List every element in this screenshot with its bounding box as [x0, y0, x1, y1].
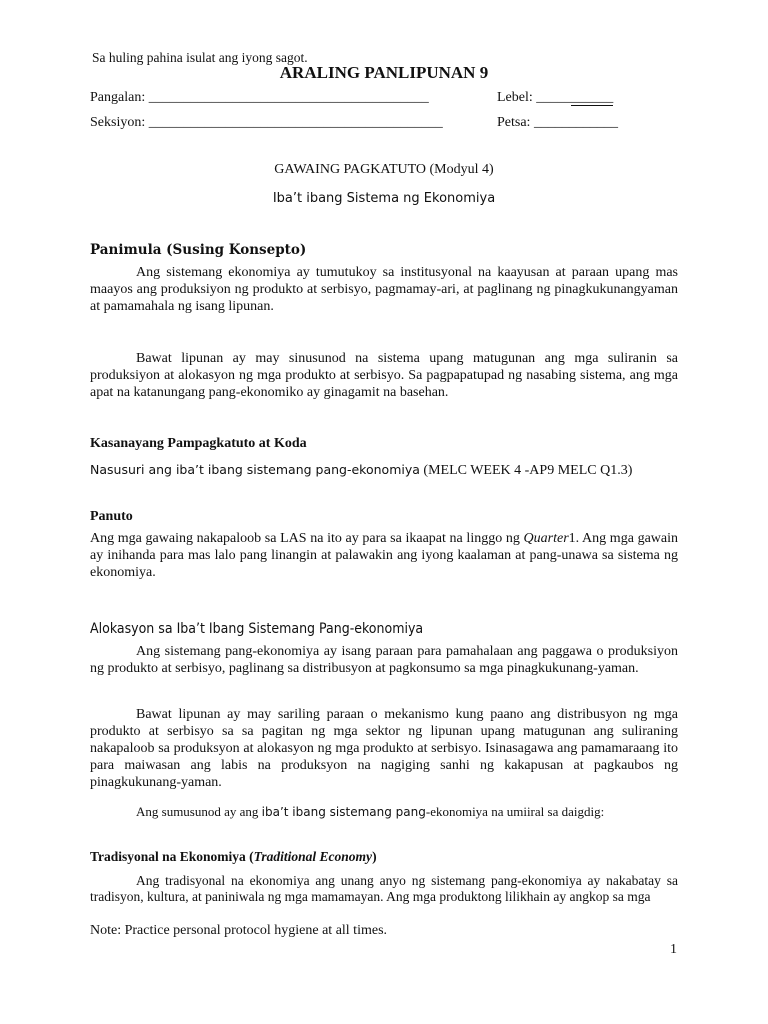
- directions-heading: Panuto: [90, 509, 133, 524]
- directions-paragraph: Ang mga gawaing nakapaloob sa LAS na ito ay para sa ikaapat na linggo ng Quarter1. Ang mga gawain ay inihanda para mas lalo pang linangin at palawakin ang iyong kaalaman at pang-unawa sa sistema ng ekonomiya.: [90, 531, 678, 580]
- section-field: Seksiyon: __________________________________________: [90, 115, 443, 130]
- page-number: 1: [670, 942, 677, 957]
- allocation-paragraph-3: Ang sumusunod ay ang iba’t ibang sistemang pang-ekonomiya na umiiral sa daigdig:: [136, 804, 605, 819]
- intro-paragraph-1: Ang sistemang ekonomiya ay tumutukoy sa institusyonal na kaayusan at paraan upang mas maayos ang produksiyon ng produkto at serbisyo, pagmamay-ari, at paglinang ng pinagkukunangyaman at pamamahala ng isang lipunan.: [90, 265, 678, 314]
- activity-label: GAWAING PAGKATUTO (Modyul 4): [274, 162, 494, 177]
- activity-subtitle: Iba’t ibang Sistema ng Ekonomiya: [272, 191, 496, 206]
- competency-text: Nasusuri ang iba’t ibang sistemang pang-ekonomiya (MELC WEEK 4 -AP9 MELC Q1.3): [90, 462, 633, 478]
- allocation-paragraph-2: Bawat lipunan ay may sariling paraan o mekanismo kung paano ang distribusyon ng mga produkto at serbisyo sa sa pagitan ng mga sektor ng lipunan upang matugunan ang suliraning nakapaloob sa produksyon at alokasyon ng mga produkto at serbisyo. Isinasagawa ang pamamaraang ito para maiwasan ang labis na produksyon na nagiging sanhi ng kakapusan at pagkaubos ng pinagkukunang-yaman.: [90, 707, 678, 790]
- level-field: Lebel: ___________: [497, 90, 614, 105]
- name-field: Pangalan: ________________________________________: [90, 90, 429, 105]
- intro-paragraph-2: Bawat lipunan ay may sinusunod na sistema upang matugunan ang mga suliranin sa produksiyon at alokasyon ng mga produkto at serbisyo. Sa pagpapatupad ng nasabing sistema, ang mga apat na katanungang pang-ekonomiko ay ginagamit na basehan.: [90, 351, 678, 400]
- date-field: Petsa: ____________: [497, 115, 618, 130]
- allocation-paragraph-1: Ang sistemang pang-ekonomiya ay isang paraan para pamahalaan ang paggawa o produksiyon ng produkto at serbisyo, paglinang sa distribusyon at pagkonsumo sa mga pinagkukunang-yaman.: [90, 644, 678, 676]
- competency-heading: Kasanayang Pampagkatuto at Koda: [90, 436, 307, 451]
- intro-heading: Panimula (Susing Konsepto): [90, 242, 307, 258]
- traditional-paragraph: Ang tradisyonal na ekonomiya ang unang anyo ng sistemang pang-ekonomiya ay nakabatay sa tradisyon, kultura, at paniniwala ng mga mamamayan. Ang mga produktong lilikhain ay angkop sa mga: [90, 873, 678, 904]
- traditional-heading: Tradisyonal na Ekonomiya (Traditional Economy): [90, 849, 377, 864]
- page-title: ARALING PANLIPUNAN 9: [279, 63, 489, 82]
- footer-note: Note: Practice personal protocol hygiene at all times.: [90, 923, 388, 938]
- answer-instruction: Sa huling pahina isulat ang iyong sagot.: [92, 50, 308, 65]
- allocation-heading: Alokasyon sa Iba’t Ibang Sistemang Pang-ekonomiya: [90, 621, 424, 637]
